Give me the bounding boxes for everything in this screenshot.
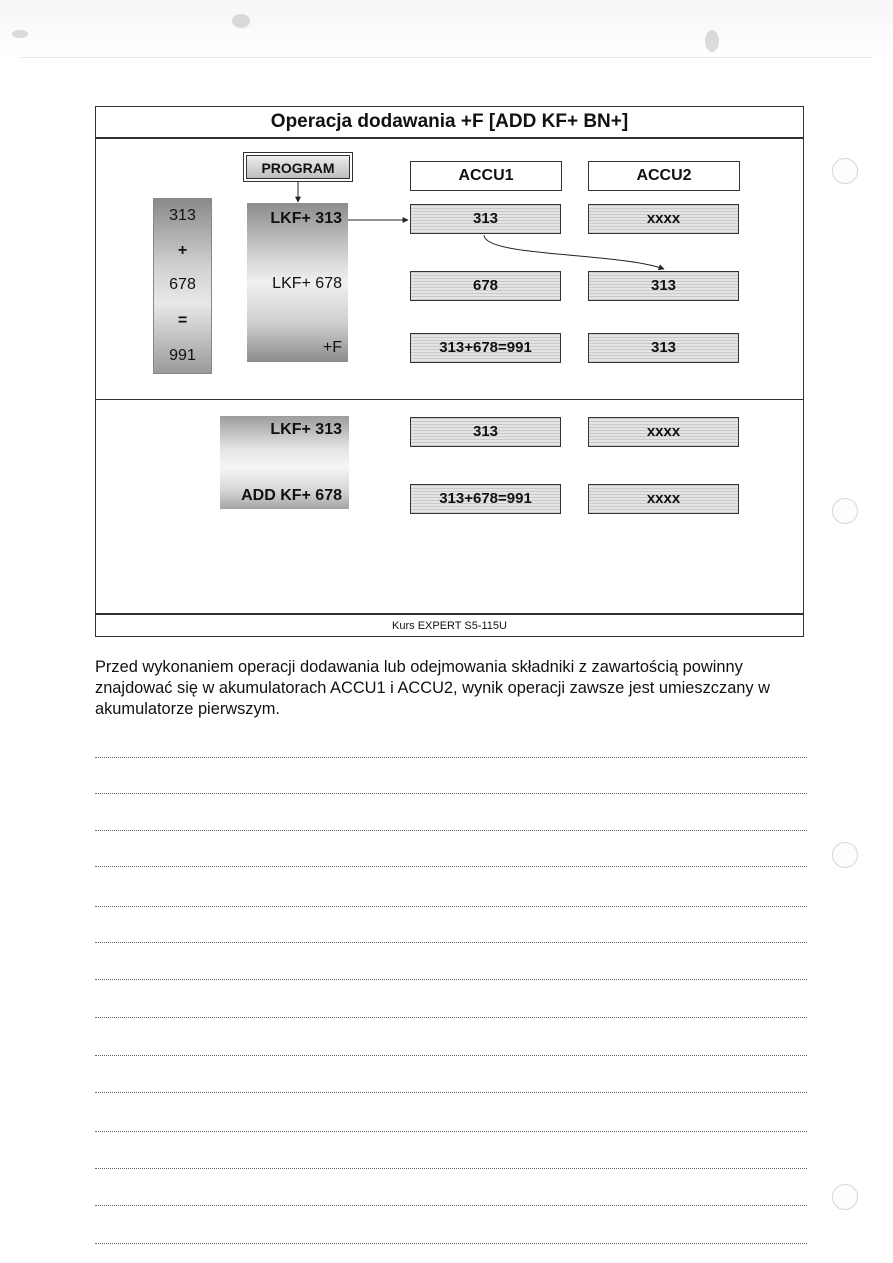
calc-operand-2: 678: [169, 276, 196, 293]
accu1-cell-3: 313+678=991: [410, 333, 561, 363]
accu2-cell-2: 313: [588, 271, 739, 301]
program-label: PROGRAM: [246, 155, 350, 179]
footer-rule: [96, 613, 803, 615]
writing-line: [95, 1131, 807, 1132]
writing-line: [95, 793, 807, 794]
writing-line: [95, 757, 807, 758]
calc-result: 991: [169, 347, 196, 364]
accu2-header: ACCU2: [588, 161, 740, 191]
slide-footer: Kurs EXPERT S5-115U: [392, 620, 507, 632]
scan-top-band: [0, 0, 893, 58]
program-step-2: LKF+ 678: [272, 275, 342, 292]
slide-title: Operacja dodawania +F [ADD KF+ BN+]: [96, 107, 803, 139]
program-step-1: LKF+ 313: [270, 210, 342, 227]
accu1-cell-2: 678: [410, 271, 561, 301]
alt-accu2-cell-2: xxxx: [588, 484, 739, 514]
alt-accu2-cell-1: xxxx: [588, 417, 739, 447]
scan-smudge: [232, 14, 250, 28]
arrow-accu1-to-accu2: [484, 235, 664, 269]
alt-step-1: LKF+ 313: [270, 421, 342, 438]
writing-line: [95, 979, 807, 980]
writing-line: [95, 1017, 807, 1018]
writing-line: [95, 942, 807, 943]
accu2-cell-3: 313: [588, 333, 739, 363]
writing-line: [95, 830, 807, 831]
description-paragraph: Przed wykonaniem operacji dodawania lub odejmowania składniki z zawartością powinny znajdować się w akumulatorach ACCU1 i ACCU2, wynik operacji zawsze jest umieszczany w akumulatorze pierwszym.: [95, 658, 771, 718]
alt-step-2: ADD KF+ 678: [241, 487, 342, 504]
calc-equals: =: [177, 312, 188, 329]
punch-hole: [832, 158, 858, 184]
writing-line: [95, 1092, 807, 1093]
punch-hole: [832, 842, 858, 868]
punch-hole: [832, 1184, 858, 1210]
writing-line: [95, 1243, 807, 1244]
alt-accu1-cell-1: 313: [410, 417, 561, 447]
program-step-3: +F: [322, 339, 342, 356]
flow-arrows: [96, 107, 803, 399]
writing-line: [95, 906, 807, 907]
alt-steps-column: [220, 416, 349, 509]
writing-line: [95, 866, 807, 867]
writing-line: [95, 1055, 807, 1056]
writing-line: [95, 1205, 807, 1206]
scan-smudge: [705, 30, 719, 52]
slide-frame: [95, 106, 804, 637]
scan-smudge: [12, 30, 28, 38]
accu1-cell-1: 313: [410, 204, 561, 234]
alt-accu1-cell-2: 313+678=991: [410, 484, 561, 514]
accu2-cell-1: xxxx: [588, 204, 739, 234]
calc-operand-1: 313: [169, 207, 196, 224]
accu1-header: ACCU1: [410, 161, 562, 191]
calc-plus: +: [177, 242, 188, 259]
punch-hole: [832, 498, 858, 524]
writing-line: [95, 1168, 807, 1169]
section-divider: [96, 399, 803, 400]
